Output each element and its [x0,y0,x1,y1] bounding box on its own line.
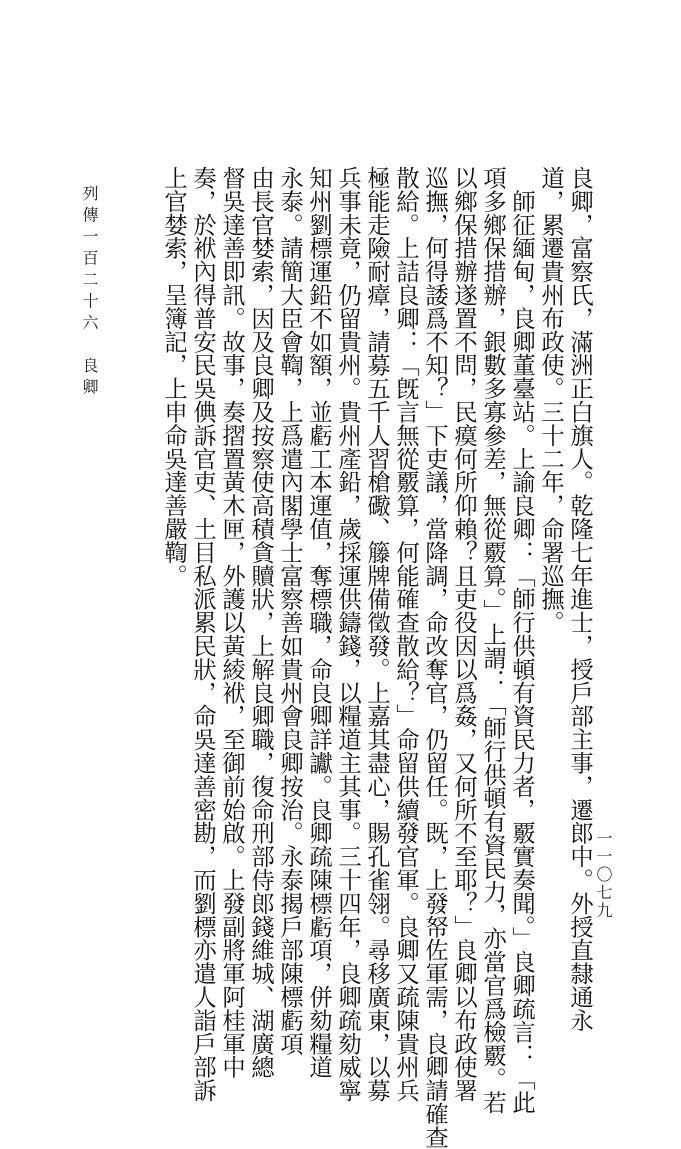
text-column-9: 兵事未竟，仍留貴州。貴州產鉛，歲採運供鑄錢，以糧道主其事。三十四年，良卿疏劾威寧 [334,166,361,1102]
text-column-8: 極能走險耐瘴，請募五千人習槍礮、籐牌備徵發。上嘉其盡心，賜孔雀翎。尋移廣東，以募 [363,166,390,1102]
text-column-6: 巡撫，何得諉爲不知？」下吏議，當降調，命改奪官，仍留任。既，上發帑佐軍需，良卿請確查 [421,166,448,1149]
text-column-14: 奏，於袱內得普安民吳倎訴官吏、土目私派累民狀，命吳達善密勘，而劉標亦遣人詣戶部訴 [189,166,216,1102]
text-column-13: 督吳達善即訊。故事，奏摺置黃木匣，外護以黃綾袱，至御前始啟。上發副將軍阿桂軍中 [218,166,245,1079]
page-number: 一一〇七九 [594,830,613,920]
text-column-2: 道，累遷貴州布政使。三十二年，命署巡撫。 [537,166,564,634]
text-column-10: 知州劉標運鉛不如額，並虧工本運值，奪標職，命良卿詳讞。良卿疏陳標虧項，併劾糧道 [305,166,332,1079]
text-column-7: 散給。上詰良卿：「旣言無從覈算，何能確查散給？」命留供續發官軍。良卿又疏陳貴州兵 [392,166,419,1102]
running-head: 列傳一百二十六 良卿 [80,185,99,400]
text-column-11: 永泰。請簡大臣會鞫，上爲遣內閣學士富察善如貴州會良卿按治。永泰揭戶部陳標虧項 [276,166,303,1056]
text-column-4: 項多鄉保措辦，銀數多寡參差，無從覈算。」上謂：「師行供頓有資民力，亦當官爲檢覈。若 [479,166,506,1114]
text-column-15: 上官婪索，呈簿記，上申命吳達善嚴鞫。 [160,166,187,588]
text-column-12: 由長官婪索，因及良卿及按察使高積貪贖狀，上解良卿職，復命刑部侍郎錢維城、湖廣總 [247,166,274,1079]
text-column-5: 以鄉保措辦遂置不問，民瘼何所仰賴？且吏役因以爲姦，又何所不至耶？」良卿以布政使署 [450,166,477,1102]
text-column-3: 師征緬甸，良卿董臺站。上諭良卿：「師行供頓有資民力者，覈實奏聞。」良卿疏言：「此 [508,166,535,1114]
text-column-1: 良卿，富察氏，滿洲正白旗人。乾隆七年進士，授戶部主事，遷郎中。外授直隸通永 [566,166,593,1032]
